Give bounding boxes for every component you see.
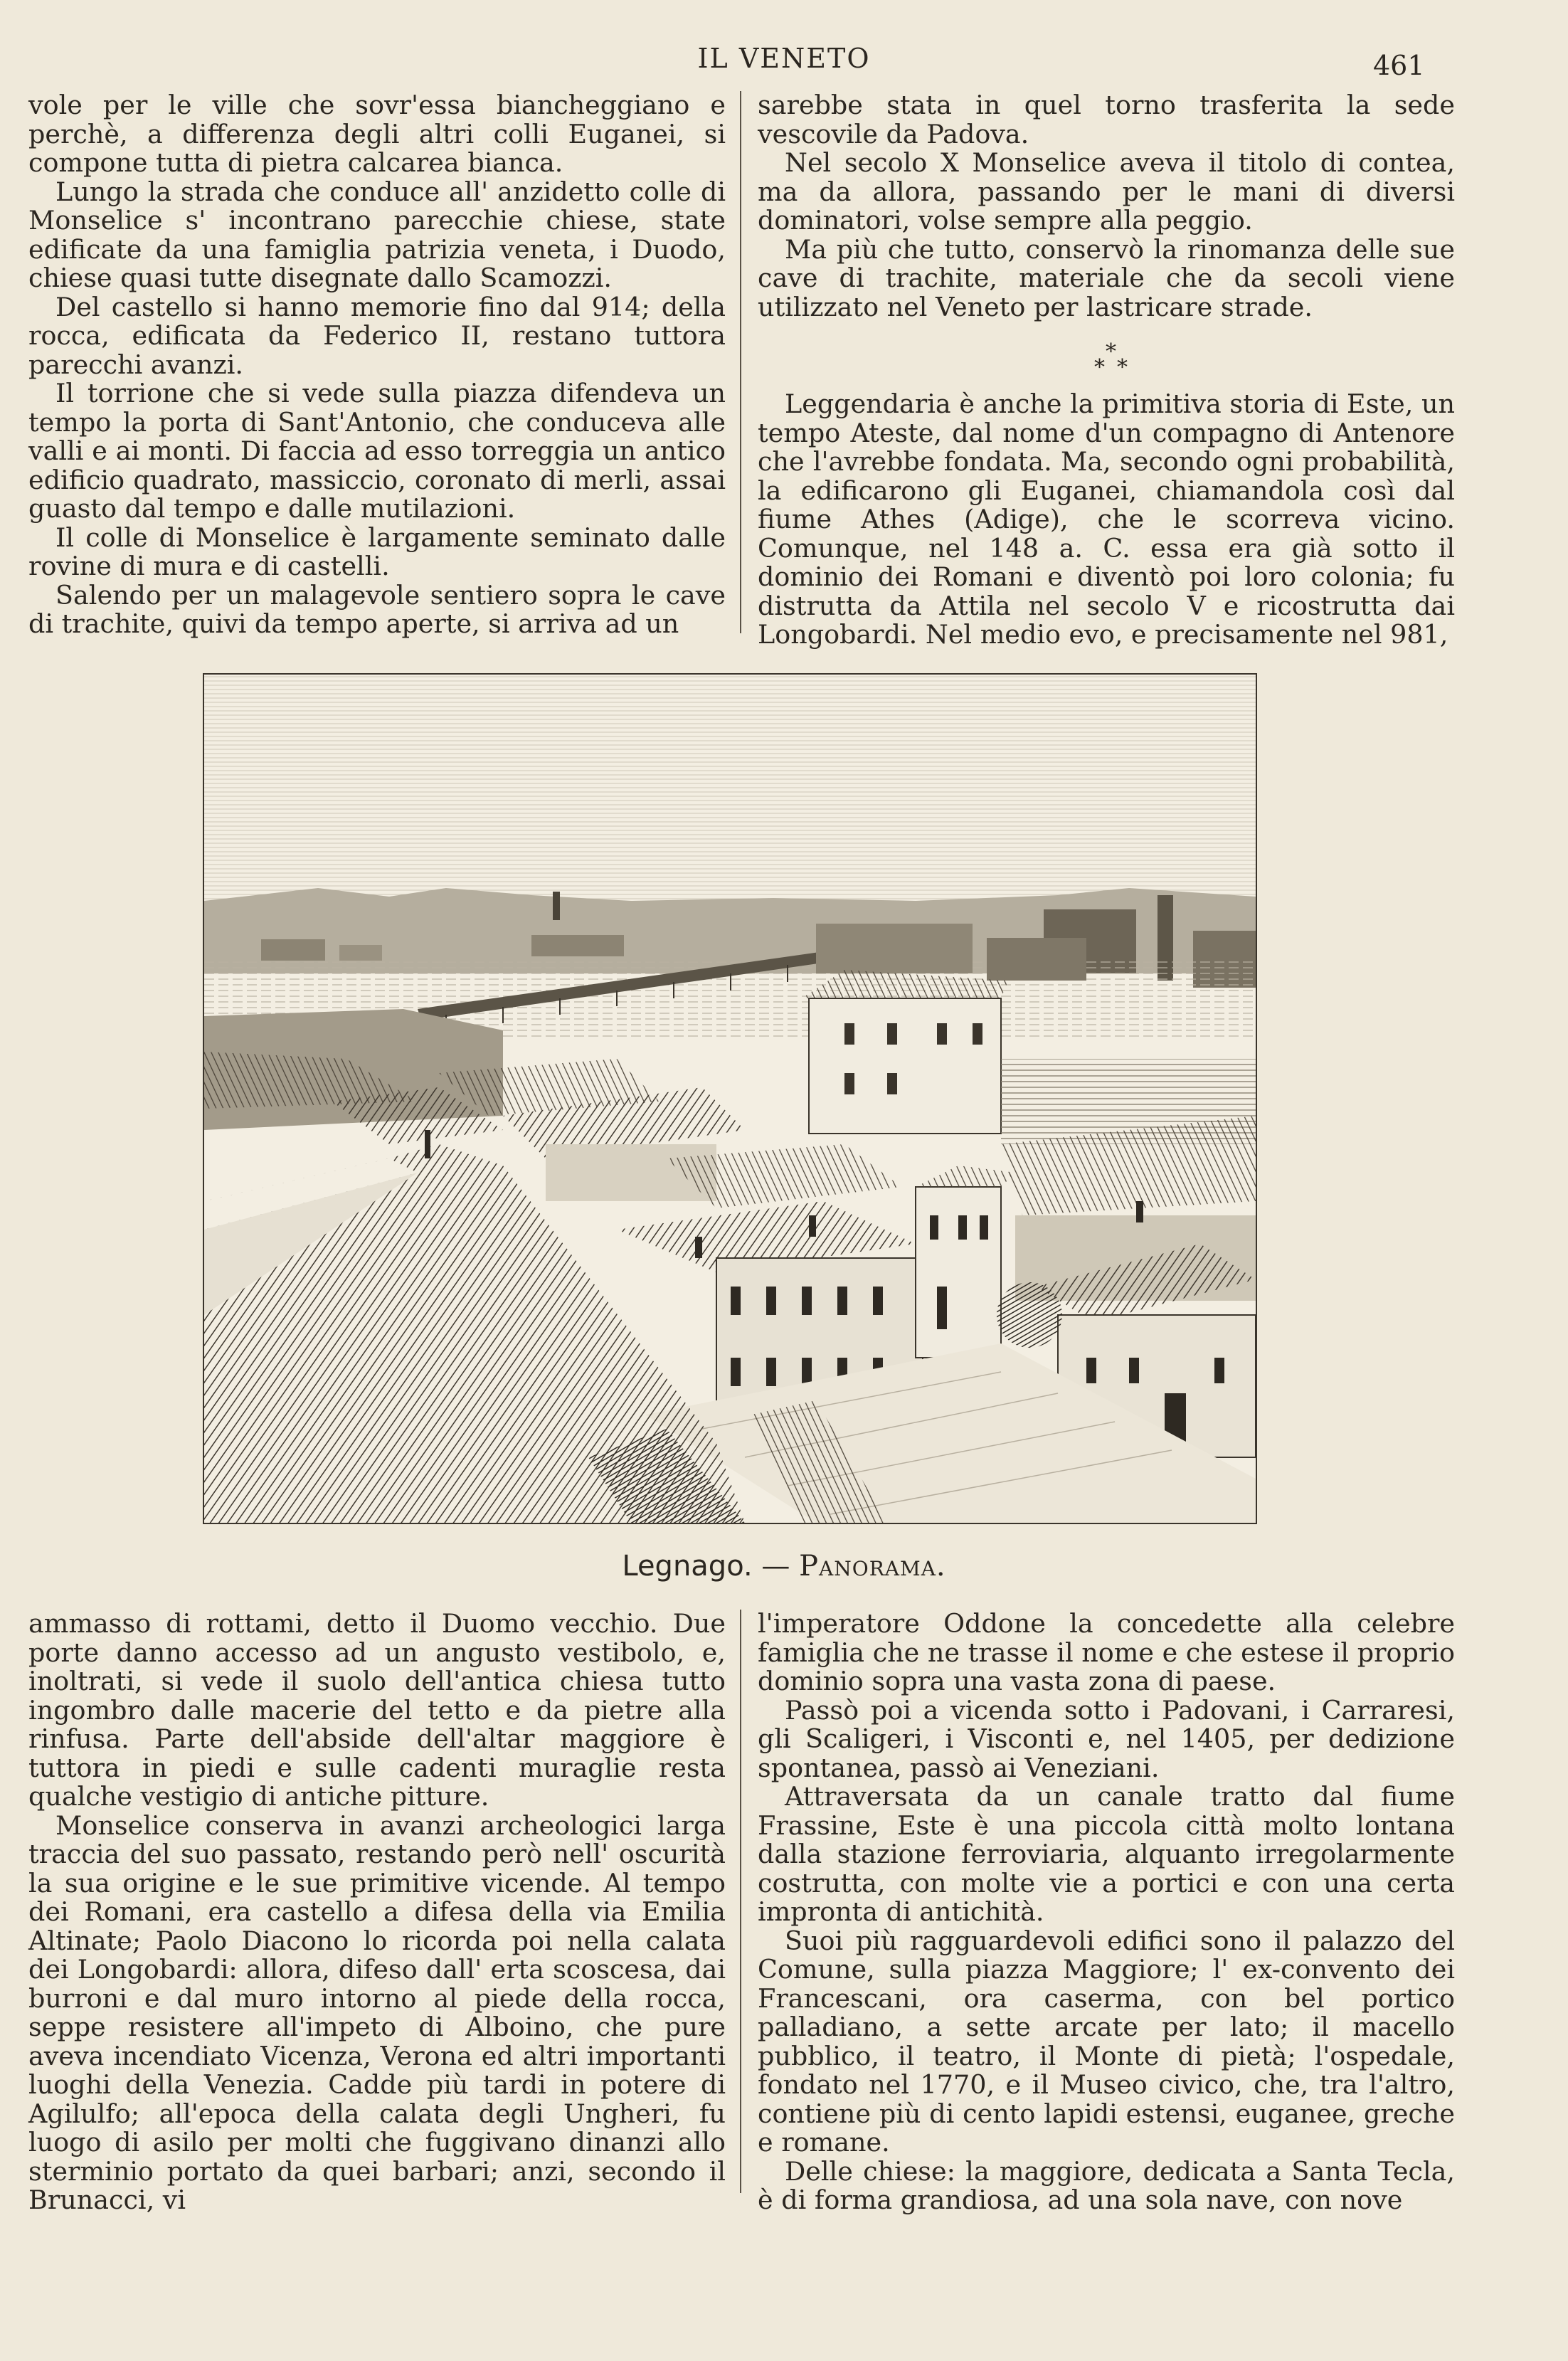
paragraph: Delle chiese: la maggiore, dedicata a Santa Tecla, è di forma grandiosa, ad una sola nave, con nove xyxy=(758,2155,1455,2215)
paragraph: Nel secolo X Monselice aveva il titolo di contea, ma da allora, passando per le mani di diversi dominatori, volse sempre alla peggio. xyxy=(758,147,1455,236)
paragraph: sarebbe stata in quel torno trasferita la sede vescovile da Padova. xyxy=(758,90,1455,149)
paragraph: Monselice conserva in avanzi archeologici larga traccia del suo passato, restando però nell' oscurità la sua origine e le sue primitive vicende. Al tempo dei Romani, era castello a difesa della via Emilia Altinate; Paolo Diacono lo ricorda poi nella calata dei Longobardi: allora, difeso dall' erta scoscesa, dai burroni e dal muro intorno al piede della rocca, seppe resistere all'impeto di Alboino, che pure aveva incendiato Vicenza, Verona ed altri importanti luoghi della Venezia. Cadde più tardi in potere di Agilulfo; all'epoca della calata degli Ungheri, fu luogo di asilo per molti che fuggivano dinanzi allo sterminio portato da quei barbari; anzi, secondo il Brunacci, vi xyxy=(28,1810,726,2215)
paragraph: l'imperatore Oddone la concedette alla celebre famiglia che ne trasse il nome e che estese il proprio dominio sopra una vasta zona di paese. xyxy=(758,1608,1455,1696)
paragraph: Il torrione che si vede sulla piazza difendeva un tempo la porta di Sant'Antonio, che conduceva alle valli e ai monti. Di faccia ad esso torreggia un antico edificio quadrato, massiccio, coronato di merli, assai guasto dal tempo e dalle mutilazioni. xyxy=(28,378,726,524)
paragraph: Del castello si hanno memorie fino dal 914; della rocca, edificata da Federico II, restano tuttora parecchi avanzi. xyxy=(28,291,726,380)
paragraph: vole per le ville che sovr'essa biancheggiano e perchè, a differenza degli altri colli Euganei, si compone tutta di pietra calcarea bianca. xyxy=(28,90,726,178)
column-rule-bottom xyxy=(740,1610,741,2193)
caption-subject: Panorama. xyxy=(799,1550,946,1583)
paragraph: ammasso di rottami, detto il Duomo vecchio. Due porte danno accesso ad un angusto vestibolo, e, inoltrati, si vede il suolo dell'antica chiesa tutto ingombro dalle macerie del tetto e da pietre alla rinfusa. Parte dell'abside dell'altar maggiore è tuttora in piedi e sulle cadenti muraglie resta qualche vestigio di antiche pitture. xyxy=(28,1608,726,1812)
paragraph: Ma più che tutto, conservò la rinomanza delle sue cave di trachite, materiale che da secoli viene utilizzato nel Veneto per lastricare strade. xyxy=(758,233,1455,322)
asterism-section-break: * * * xyxy=(1094,339,1128,380)
figure-caption xyxy=(0,1550,1568,1583)
column-top-left xyxy=(28,91,726,639)
column-rule-top xyxy=(740,91,741,633)
column-bottom-right xyxy=(758,1610,1455,2215)
paragraph: Attraversata da un canale tratto dal fiume Frassine, Este è una piccola città molto lontana dalla stazione ferroviaria, alquanto irregolarmente costrutta, con molte vie a portici e con una certa impronta di antichità. xyxy=(758,1781,1455,1927)
column-bottom-left xyxy=(28,1610,726,2215)
caption-place: Legnago. xyxy=(622,1550,753,1583)
paragraph: Salendo per un malagevole sentiero sopra le cave di trachite, quivi da tempo aperte, si arriva ad un xyxy=(28,579,726,639)
paragraph: Il colle di Monselice è largamente seminato dalle rovine di mura e di castelli. xyxy=(28,522,726,581)
paragraph: Suoi più ragguardevoli edifici sono il palazzo del Comune, sulla piazza Maggiore; l' ex-convento dei Francescani, ora caserma, con bel portico palladiano, a sette arcate per lato; il macello pubblico, il teatro, il Monte di pietà; l'ospedale, fondato nel 1770, e il Museo civico, che, tra l'altro, contiene più di cento lapidi estensi, euganee, greche e romane. xyxy=(758,1925,1455,2157)
paragraph: Passò poi a vicenda sotto i Padovani, i Carraresi, gli Scaligeri, i Visconti e, nel 1405, per dedizione spontanea, passò ai Veneziani. xyxy=(758,1694,1455,1783)
engraving-legnago-panorama xyxy=(203,673,1257,1524)
paragraph: Leggendaria è anche la primitiva storia di Este, un tempo Ateste, dal nome d'un compagno di Antenore che l'avrebbe fondata. Ma, secondo ogni probabilità, la edificarono gli Euganei, chiamandola così dal fiume Athes (Adige), che le scorreva vicino. Comunque, nel 148 a. C. essa era già sotto il dominio dei Romani e diventò poi loro colonia; fu distrutta da Attila nel secolo V e ricostrutta dai Longobardi. Nel medio evo, e precisamente nel 981, xyxy=(758,389,1455,650)
running-head: IL VENETO xyxy=(697,43,871,74)
paragraph: Lungo la strada che conduce all' anzidetto colle di Monselice s' incontrano parecchie chiese, state edificate da una famiglia patrizia veneta, i Duodo, chiese quasi tutte disegnate dallo Scamozzi. xyxy=(28,176,726,293)
page-number: 461 xyxy=(1373,50,1425,81)
caption-dash: — xyxy=(761,1550,790,1583)
